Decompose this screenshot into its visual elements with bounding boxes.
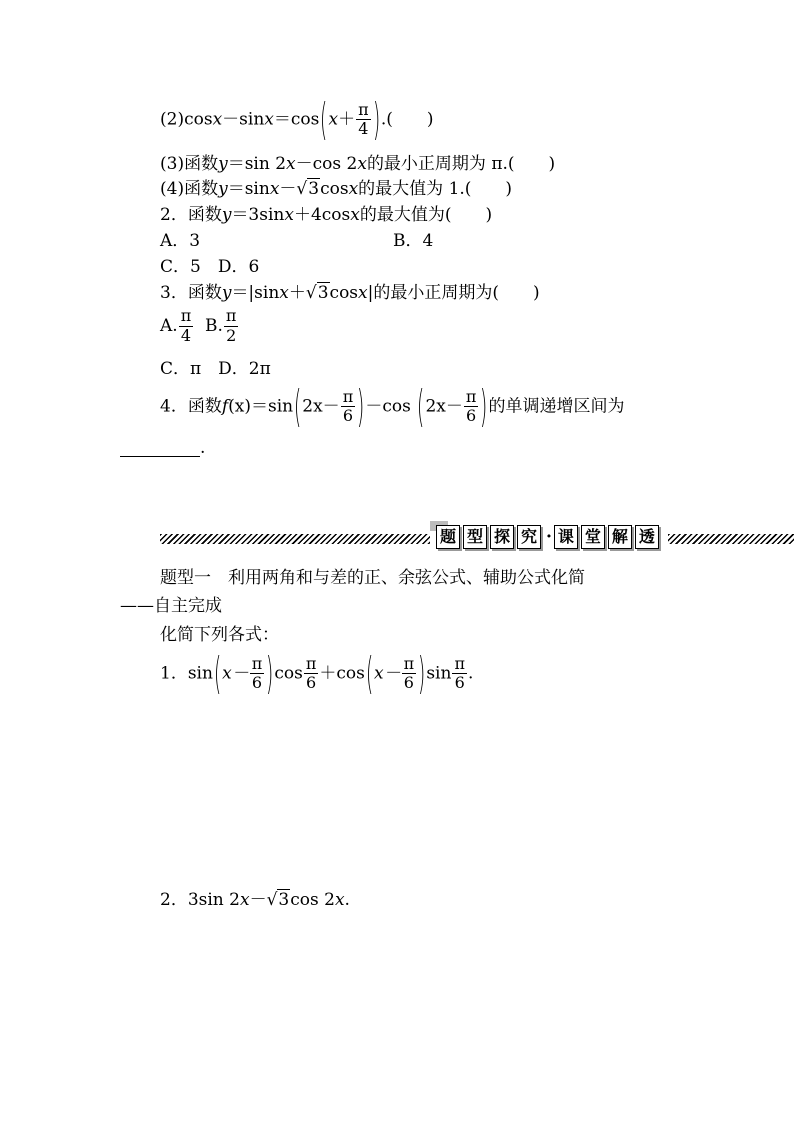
problem-2: 2．函数y＝3sinx＋4cosx的最大值为( ) — [160, 205, 493, 225]
fraction: $\frac{\pi}{6}$ — [305, 653, 317, 693]
fraction: $\frac{\pi}{6}$ — [251, 653, 263, 693]
exercise-2: 2．3sin 2x－√3cos 2x. — [160, 890, 350, 910]
fraction: $\frac{\pi}{6}$ — [342, 386, 354, 426]
banner-title: 题 型 探 究 · 课 堂 解 透 — [436, 525, 662, 549]
sqrt: √3 — [266, 890, 290, 910]
banner-hatch-left — [160, 534, 430, 544]
sqrt: √3 — [305, 283, 329, 303]
question-3: (3)函数y＝sin 2x－cos 2x的最小正周期为 π.( ) — [160, 154, 556, 174]
problem-3: 3．函数y＝|sinx＋√3cosx|的最小正周期为( ) — [160, 283, 540, 303]
section-banner — [160, 525, 794, 553]
option-a: A．3 — [160, 231, 201, 251]
blank-line — [120, 456, 200, 457]
left-paren: ( — [320, 94, 328, 145]
sqrt: √3 — [296, 179, 320, 199]
problem-3-options-cd: C．π D．2π — [160, 359, 271, 379]
answer-blank: . — [120, 440, 205, 457]
exercise-1: 1．sin(x－ $\frac{\pi}{6}$ )cos $\frac{\pi}{6}$ ＋cos(x－ $\frac{\pi}{6}$ )sin $\frac{\pi}{6}$ . — [160, 648, 474, 699]
fraction: $\frac{\pi}{4}$ — [358, 99, 369, 139]
question-2: (2)cosx－sinx＝cos(x＋ $\frac{\pi}{4}$ ).( ) — [160, 94, 434, 145]
section-subtitle: ——自主完成 — [120, 596, 222, 616]
right-paren: ) — [372, 94, 380, 145]
banner-hatch-right — [668, 534, 794, 544]
fraction: $\frac{\pi}{4}$ — [180, 306, 192, 345]
section-title: 题型一 利用两角和与差的正、余弦公式、辅助公式化简 — [160, 568, 585, 588]
fraction: $\frac{\pi}{2}$ — [225, 306, 237, 345]
problem-4: 4．函数f(x)＝sin(2x－ $\frac{\pi}{6}$ )－cos (2x－ $\frac{\pi}{6}$ )的单调递增区间为 — [160, 381, 625, 432]
options-cd: C．5 D．6 — [160, 257, 260, 277]
option-b: B．4 — [393, 231, 434, 251]
question-4: (4)函数y＝sinx－√3cosx的最大值为 1.( ) — [160, 179, 513, 199]
fraction: $\frac{\pi}{6}$ — [465, 386, 477, 426]
fraction: $\frac{\pi}{6}$ — [454, 653, 465, 693]
section-intro: 化简下列各式： — [160, 625, 279, 645]
problem-3-options-ab: A. $\frac{\pi}{4}$ B. $\frac{\pi}{2}$ — [160, 306, 237, 345]
fraction: $\frac{\pi}{6}$ — [403, 653, 415, 693]
